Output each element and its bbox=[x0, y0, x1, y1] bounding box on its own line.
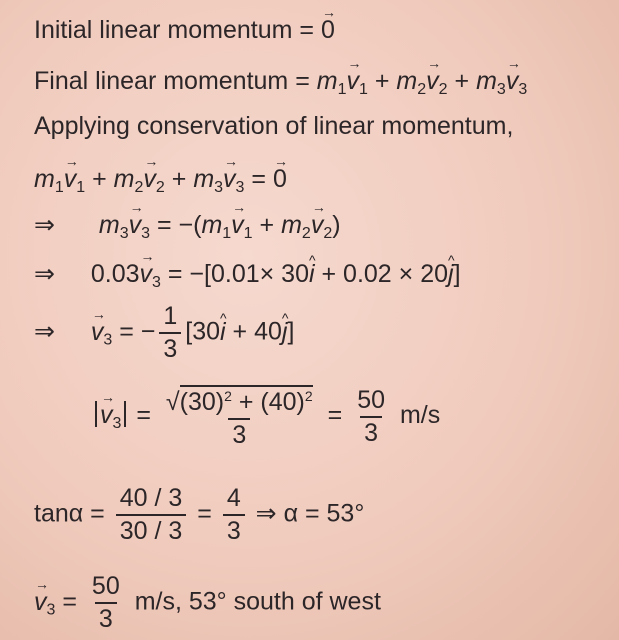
zero-vector: → 0 bbox=[321, 18, 335, 43]
implies-arrow: ⇒ bbox=[34, 260, 55, 288]
fifty-thirds: $\frac{50}{3}$ bbox=[357, 385, 385, 447]
fraction-one-third: $\frac{1}{3}$ bbox=[159, 304, 181, 362]
conservation-statement: Applying conservation of linear momentum, bbox=[34, 112, 514, 140]
radical: $(30)^2 + (40)^2$ bbox=[180, 385, 313, 415]
momentum-sum-equation: $m_1\to v_1 + m_2\to v_2 + m_3\to v_3$ = → 0 bbox=[34, 167, 287, 196]
v3-solution: ⇒ → $v_3$ = − $\frac{1}{3}$ [30^ i + 40^ j] bbox=[34, 304, 294, 362]
numeric-substitution: ⇒ $0.03\to v_3 = -[0.01\times$ 30^ i + 0.02 × 20^ j] bbox=[34, 262, 461, 291]
four-thirds: $\frac{4}{3}$ bbox=[223, 486, 245, 544]
final-fraction: $\frac{50}{3}$ bbox=[91, 572, 120, 633]
m3v3-equation: ⇒ $m_3\to v_3 = -(m_1\to v_1 + m_2\to v_2)$ bbox=[34, 213, 341, 242]
magnitude-equation: → $v_3$ = $\frac{√(30)^2 + (40)^2}{3}$ = $\frac{50}{3}$ m/s bbox=[92, 385, 440, 448]
implies-arrow: ⇒ bbox=[34, 211, 55, 239]
final-momentum-line: Final linear momentum = $m_1\to v_1 + m_2\to v_2 + m_3\to v_3$ bbox=[34, 69, 527, 98]
final-velocity-result: → $v_3$ = $\frac{50}{3}$ m/s, 53° south of west bbox=[34, 574, 381, 632]
magnitude-fraction: $\frac{√(30)^2 + (40)^2}{3}$ bbox=[162, 385, 317, 448]
initial-momentum-line: Initial linear momentum = → 0 bbox=[34, 18, 335, 43]
tan-fraction: $\frac{40 / 3}{30 / 3}$ bbox=[116, 486, 187, 544]
tan-alpha-equation: tanα = $\frac{40 / 3}{30 / 3}$ = $\frac{4}{3}$ ⇒ α = 53° bbox=[34, 484, 365, 545]
implies-arrow: ⇒ bbox=[34, 317, 55, 346]
